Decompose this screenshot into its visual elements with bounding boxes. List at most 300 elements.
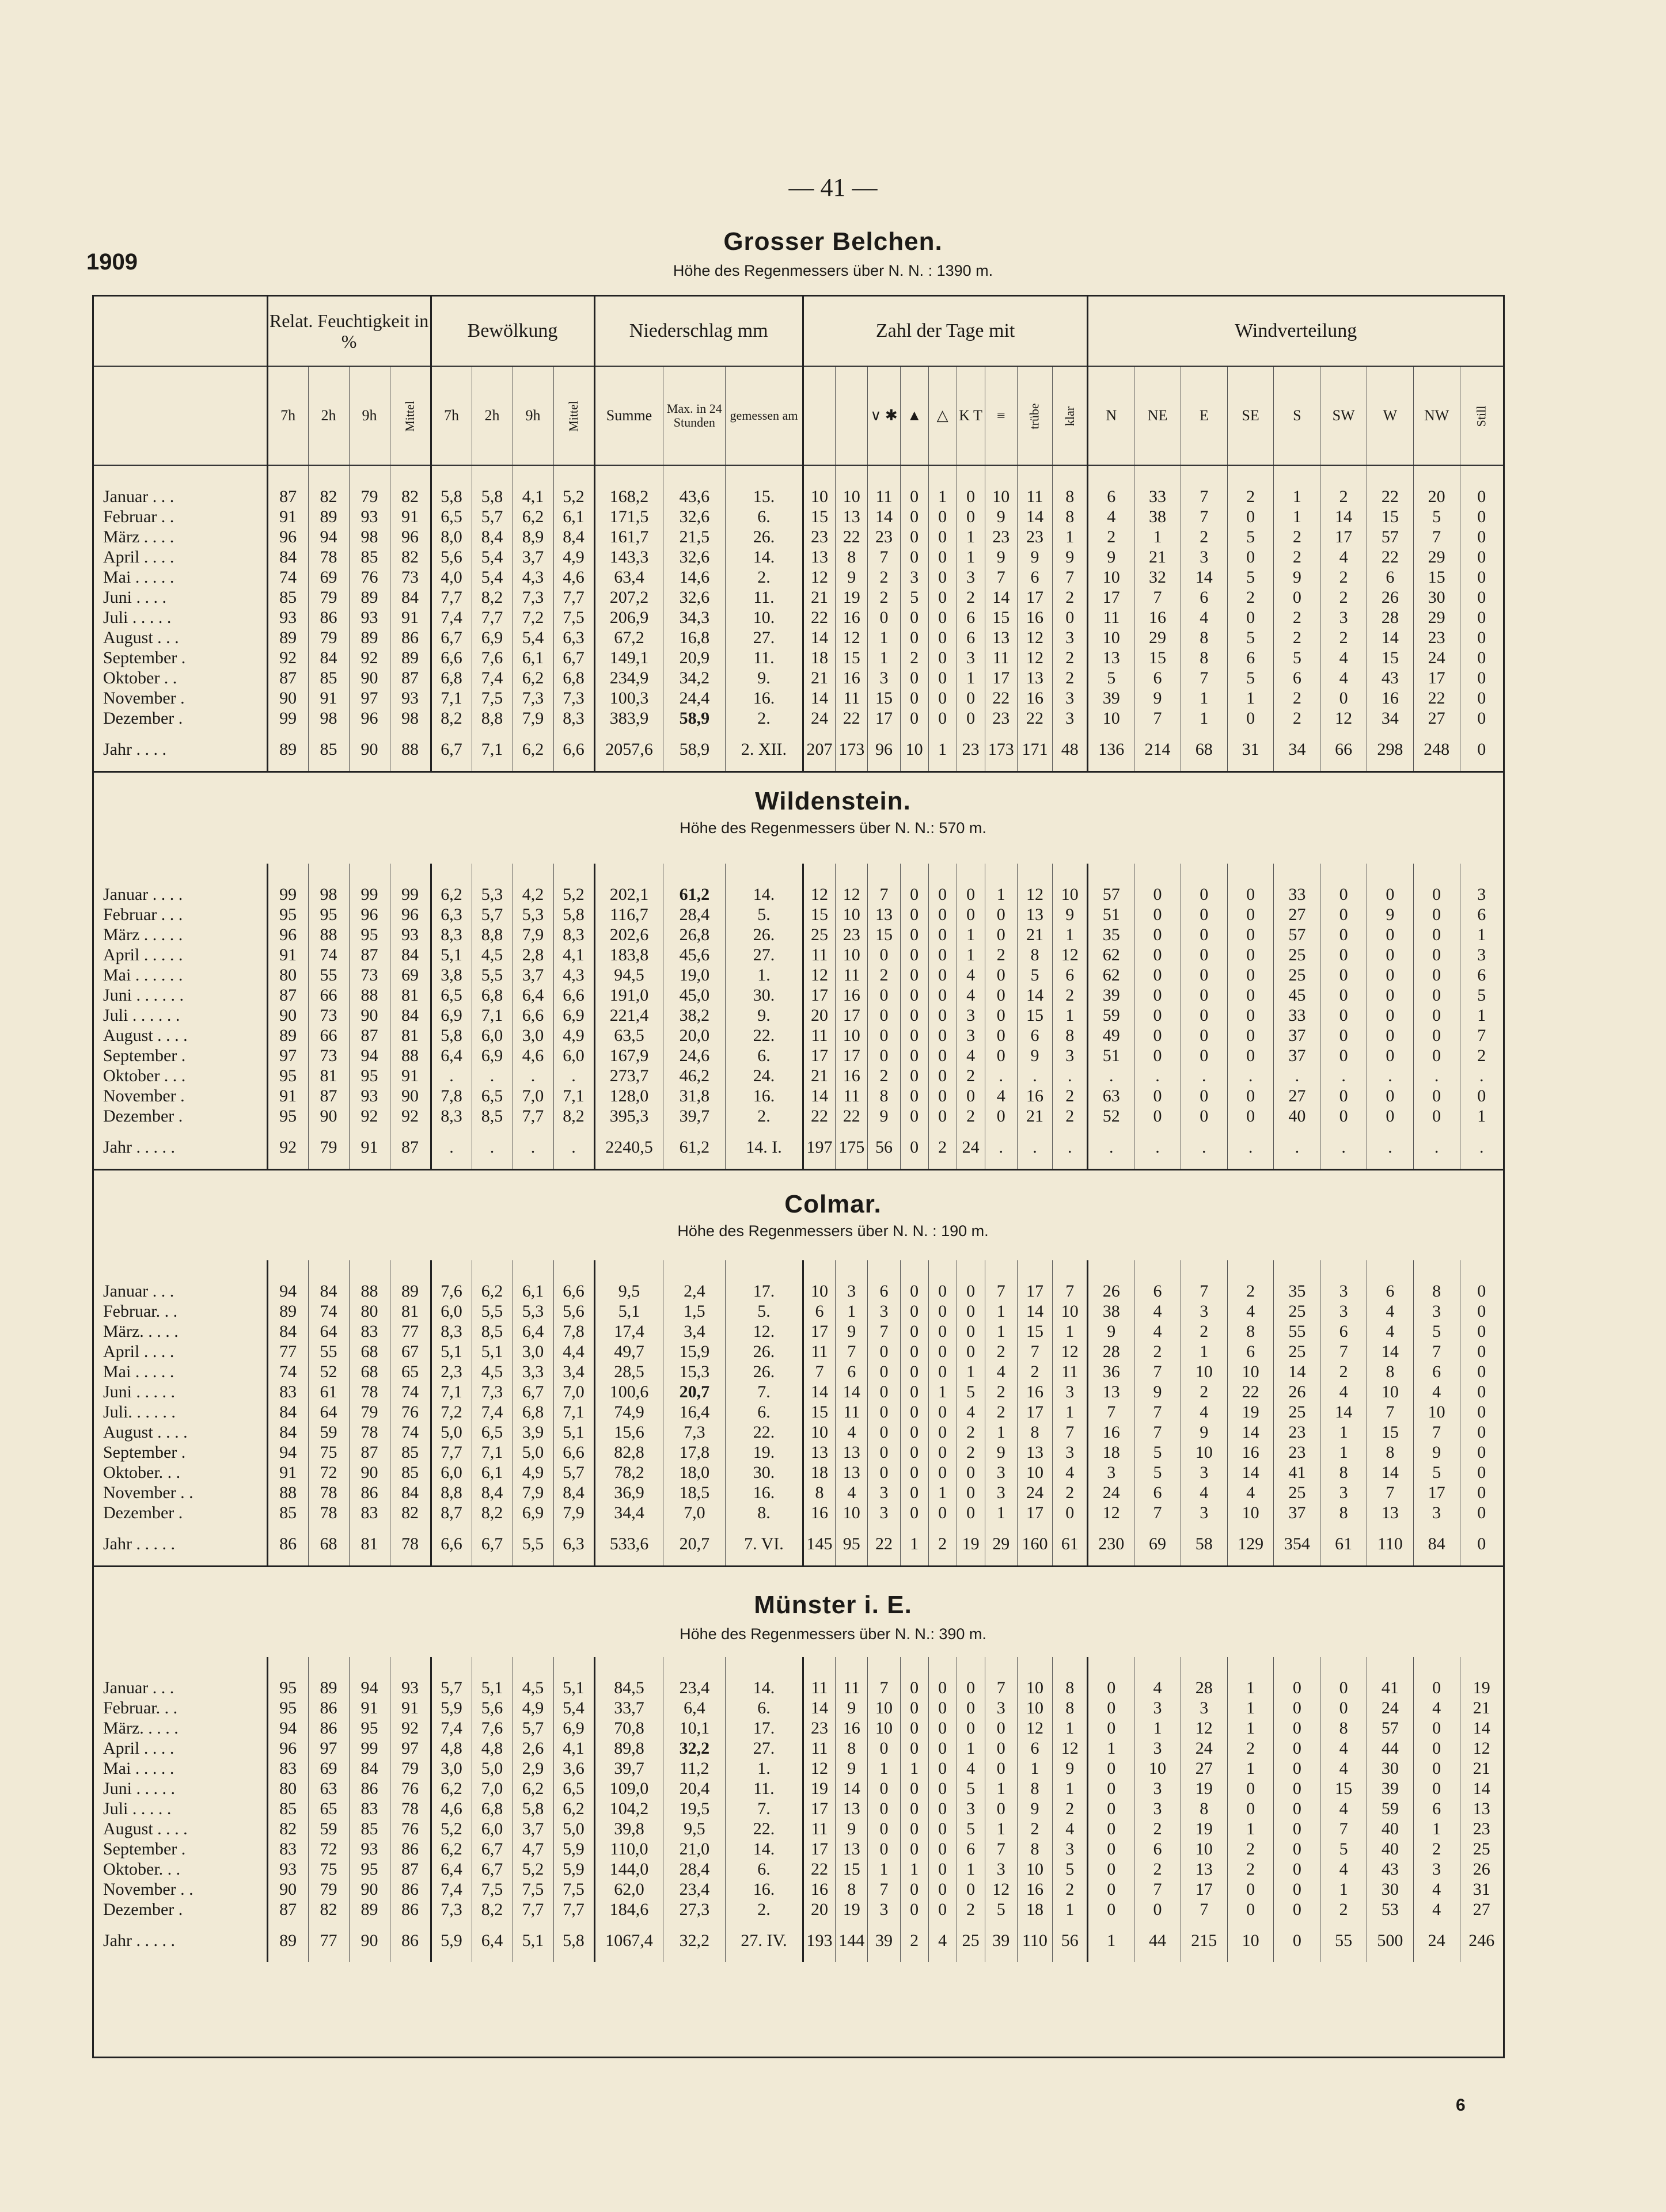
table-cell: 3 <box>1053 708 1088 728</box>
month-label: Juni . . . . . . <box>103 986 184 1005</box>
station-separator <box>94 1170 1503 1261</box>
table-cell <box>553 465 594 487</box>
table-cell: . <box>1181 1126 1227 1170</box>
table-cell: 11 <box>836 1402 868 1422</box>
table-cell: 5. <box>726 904 803 925</box>
table-group-header <box>94 297 1503 366</box>
table-cell: 2 <box>985 1402 1017 1422</box>
table-cell: 7 <box>1460 1025 1503 1046</box>
table-cell: 6 <box>1017 1738 1052 1758</box>
table-cell: 0 <box>1134 1899 1181 1920</box>
table-cell: 28,4 <box>663 904 726 925</box>
table-cell: 95 <box>267 1698 308 1718</box>
table-cell: 66 <box>1320 728 1367 772</box>
month-label: Jahr . . . . <box>103 740 166 759</box>
table-cell: 85 <box>349 547 390 567</box>
table-row <box>94 1025 1503 1046</box>
month-label: Februar. . . <box>103 1698 178 1717</box>
table-cell: 6,2 <box>472 1281 513 1301</box>
table-cell: 82 <box>308 1899 349 1920</box>
table-cell: 89,8 <box>594 1738 663 1758</box>
table-cell: 27,3 <box>663 1899 726 1920</box>
table-cell: 7 <box>1181 668 1227 688</box>
table-cell: 75 <box>308 1859 349 1879</box>
table-cell: 173 <box>985 728 1017 772</box>
table-cell <box>1227 1260 1274 1281</box>
table-cell: . <box>1413 1126 1460 1170</box>
table-cell <box>985 1567 1017 1658</box>
table-cell: 0 <box>868 945 900 965</box>
table-cell: 99 <box>390 884 431 904</box>
table-cell: 17 <box>1017 1402 1052 1422</box>
table-cell: 10 <box>1017 1678 1052 1698</box>
table-cell <box>663 1260 726 1281</box>
month-label <box>94 1567 267 1658</box>
table-cell <box>1181 864 1227 884</box>
table-cell: 23 <box>985 708 1017 728</box>
table-cell: 5 <box>1017 965 1052 985</box>
table-cell: 83 <box>349 1321 390 1341</box>
table-cell <box>513 864 553 884</box>
table-cell: 5 <box>1460 985 1503 1005</box>
table-row <box>94 607 1503 628</box>
table-cell: 0 <box>1088 1718 1134 1738</box>
month-label: Jahr . . . . . <box>103 1931 175 1950</box>
table-cell: 21 <box>803 587 835 607</box>
table-cell <box>803 1657 835 1678</box>
table-cell: 19. <box>726 1442 803 1462</box>
table-cell: 0 <box>1460 1281 1503 1301</box>
table-cell: 0 <box>1320 904 1367 925</box>
table-cell: 0 <box>1088 1799 1134 1819</box>
table-cell: 4 <box>957 1046 985 1066</box>
spacer-row <box>94 465 1503 487</box>
table-cell: 33 <box>1134 487 1181 507</box>
table-cell: 0 <box>1320 1698 1367 1718</box>
table-cell: 30. <box>726 1462 803 1483</box>
table-cell: 3,7 <box>513 1819 553 1839</box>
table-cell: 0 <box>928 945 957 965</box>
table-cell: 88 <box>308 925 349 945</box>
table-cell: 23 <box>803 1718 835 1738</box>
table-cell: 0 <box>1088 1859 1134 1879</box>
table-cell: 83 <box>349 1799 390 1819</box>
table-cell: 11 <box>803 1678 835 1698</box>
table-cell: 5 <box>1227 567 1274 587</box>
table-cell: 86 <box>390 1899 431 1920</box>
table-cell: 25 <box>1274 965 1320 985</box>
table-cell: 17 <box>803 1321 835 1341</box>
table-cell: 129 <box>1227 1523 1274 1567</box>
table-row <box>94 527 1503 547</box>
table-cell: 27 <box>1274 1086 1320 1106</box>
table-cell: 62,0 <box>594 1879 663 1899</box>
table-cell: 0 <box>900 945 928 965</box>
table-cell: 2 <box>1274 708 1320 728</box>
table-cell: 0 <box>928 1899 957 1920</box>
table-cell: 55 <box>1274 1321 1320 1341</box>
table-cell: 96 <box>267 527 308 547</box>
table-cell: 1 <box>957 925 985 945</box>
table-cell: 7 <box>1367 1483 1413 1503</box>
table-cell <box>349 1567 390 1658</box>
table-cell: 6,8 <box>513 1402 553 1422</box>
header-days-graupel: △ <box>928 366 957 465</box>
table-cell <box>267 1657 308 1678</box>
table-cell: 6,0 <box>472 1025 513 1046</box>
station-subtitle-grosser-belchen: Höhe des Regenmessers über N. N. : 1390 m. <box>673 262 993 279</box>
table-cell: 7,4 <box>472 668 513 688</box>
table-cell: 92 <box>349 1106 390 1126</box>
table-cell <box>472 864 513 884</box>
table-cell: 0 <box>1274 1758 1320 1778</box>
table-cell: 3 <box>985 1859 1017 1879</box>
table-cell: 7,2 <box>513 607 553 628</box>
table-cell: 0 <box>928 587 957 607</box>
table-cell: 221,4 <box>594 1005 663 1025</box>
table-cell: 0 <box>868 1046 900 1066</box>
table-cell: 0 <box>900 1442 928 1462</box>
table-cell: 79 <box>308 587 349 607</box>
table-cell: 26,8 <box>663 925 726 945</box>
table-cell: 86 <box>308 607 349 628</box>
table-cell: 0 <box>1460 648 1503 668</box>
table-cell: 21 <box>1017 925 1052 945</box>
table-cell <box>928 465 957 487</box>
table-cell: 79 <box>308 628 349 648</box>
table-cell: 7 <box>1134 1422 1181 1442</box>
table-cell: 5,3 <box>513 1301 553 1321</box>
table-cell: 3 <box>900 567 928 587</box>
month-label: Januar . . . <box>103 1678 174 1697</box>
table-cell <box>431 1657 472 1678</box>
table-cell: 14,6 <box>663 567 726 587</box>
table-cell: 26. <box>726 925 803 945</box>
table-cell: 0 <box>1088 1879 1134 1899</box>
table-cell: 173 <box>836 728 868 772</box>
table-cell: 4 <box>1053 1819 1088 1839</box>
table-cell: 6,2 <box>431 1778 472 1799</box>
table-cell: 62 <box>1088 945 1134 965</box>
table-cell: 23 <box>1017 527 1052 547</box>
table-cell: 79 <box>390 1758 431 1778</box>
table-cell: 7 <box>985 1281 1017 1301</box>
table-cell: 7,1 <box>472 1005 513 1025</box>
table-cell: 0 <box>1134 1106 1181 1126</box>
table-cell: 100,6 <box>594 1382 663 1402</box>
table-cell: 5,1 <box>594 1301 663 1321</box>
spacer-row <box>94 1657 1503 1678</box>
table-cell <box>1367 465 1413 487</box>
table-cell: 0 <box>1460 487 1503 507</box>
table-cell: 10 <box>1017 1698 1052 1718</box>
table-cell: 3 <box>957 567 985 587</box>
table-cell: 8 <box>1367 1442 1413 1462</box>
table-cell: 4 <box>957 985 985 1005</box>
table-cell: 88 <box>390 1046 431 1066</box>
table-cell <box>1413 772 1460 864</box>
table-cell: 15 <box>1367 507 1413 527</box>
table-cell: 0 <box>928 1758 957 1778</box>
table-cell <box>349 864 390 884</box>
table-cell: 94 <box>267 1281 308 1301</box>
table-cell: 15 <box>803 904 835 925</box>
table-cell <box>1320 1260 1367 1281</box>
station-title-muenster: Münster i. E. <box>754 1591 912 1619</box>
table-cell: 73 <box>349 965 390 985</box>
table-cell: 0 <box>900 1281 928 1301</box>
table-cell: 78,2 <box>594 1462 663 1483</box>
table-cell: 3 <box>1181 1503 1227 1523</box>
table-cell: 0 <box>928 547 957 567</box>
table-cell: 6 <box>1413 1362 1460 1382</box>
table-cell: 84 <box>267 1402 308 1422</box>
table-cell: 110 <box>1367 1523 1413 1567</box>
table-cell: 0 <box>868 1799 900 1819</box>
table-cell: 6 <box>1181 587 1227 607</box>
table-cell: 0 <box>900 1402 928 1422</box>
table-cell: 5 <box>1274 648 1320 668</box>
month-label: April . . . . <box>103 1739 174 1758</box>
table-cell: 5,1 <box>472 1678 513 1698</box>
table-cell: 0 <box>957 1718 985 1738</box>
table-cell: 12 <box>1017 628 1052 648</box>
table-cell: . <box>1181 1066 1227 1086</box>
table-cell: 0 <box>1181 945 1227 965</box>
table-cell: 6 <box>1088 487 1134 507</box>
table-cell: 6,2 <box>431 1839 472 1859</box>
month-label <box>94 772 267 864</box>
table-cell: 5,5 <box>472 965 513 985</box>
table-cell: 8,8 <box>472 925 513 945</box>
table-cell <box>1413 1657 1460 1678</box>
table-cell: 12 <box>1017 884 1052 904</box>
table-cell <box>1320 772 1367 864</box>
table-cell: 6 <box>1227 648 1274 668</box>
table-cell: 84 <box>390 587 431 607</box>
table-cell: 7 <box>1413 1422 1460 1442</box>
table-cell: 5,4 <box>513 628 553 648</box>
table-cell: 8 <box>1017 945 1052 965</box>
table-cell: 13 <box>1017 1442 1052 1462</box>
table-cell: 248 <box>1413 728 1460 772</box>
table-cell: 85 <box>308 728 349 772</box>
table-cell: 91 <box>308 688 349 708</box>
table-cell: 7,3 <box>553 688 594 708</box>
table-cell: 0 <box>900 1025 928 1046</box>
table-cell <box>553 1657 594 1678</box>
month-label: Januar . . . . <box>103 885 183 904</box>
table-cell: 92 <box>390 1106 431 1126</box>
table-cell <box>308 864 349 884</box>
table-cell: 43 <box>1367 1859 1413 1879</box>
month-label <box>94 1170 267 1261</box>
table-cell <box>472 1567 513 1658</box>
table-cell <box>900 1657 928 1678</box>
table-cell: 8,9 <box>513 527 553 547</box>
table-cell: 16 <box>803 1503 835 1523</box>
table-cell: 0 <box>1413 1025 1460 1046</box>
table-cell: 191,0 <box>594 985 663 1005</box>
table-cell: 0 <box>900 1106 928 1126</box>
table-cell: 25 <box>1274 1301 1320 1321</box>
table-row <box>94 1066 1503 1086</box>
table-cell: 10 <box>1088 567 1134 587</box>
table-cell: 61 <box>1053 1523 1088 1567</box>
header-precip-sum: Summe <box>594 366 663 465</box>
table-cell: 23 <box>985 527 1017 547</box>
table-cell: 17. <box>726 1718 803 1738</box>
table-cell: 17 <box>1413 1483 1460 1503</box>
table-cell: 0 <box>985 1106 1017 1126</box>
table-cell: 6,9 <box>513 1503 553 1523</box>
table-cell: 90 <box>267 1005 308 1025</box>
table-cell: 31,8 <box>663 1086 726 1106</box>
table-cell: 2,6 <box>513 1738 553 1758</box>
table-cell: 3 <box>957 648 985 668</box>
table-cell: 298 <box>1367 728 1413 772</box>
table-cell: 16 <box>1017 1879 1052 1899</box>
table-cell: 6 <box>1134 1281 1181 1301</box>
table-cell: 26. <box>726 1362 803 1382</box>
table-cell <box>267 864 308 884</box>
table-cell: 5,2 <box>553 884 594 904</box>
table-cell: 24,6 <box>663 1046 726 1066</box>
table-cell: 63,4 <box>594 567 663 587</box>
table-row <box>94 1442 1503 1462</box>
table-cell: 5 <box>985 1899 1017 1920</box>
month-label: September . <box>103 1839 186 1858</box>
table-cell: 193 <box>803 1920 835 1962</box>
table-cell: 2 <box>1274 607 1320 628</box>
table-cell: 0 <box>928 1462 957 1483</box>
table-cell: 34,4 <box>594 1503 663 1523</box>
table-cell: 0 <box>928 607 957 628</box>
month-label: Februar . . . <box>103 905 183 924</box>
table-cell <box>1460 772 1503 864</box>
table-cell <box>726 1260 803 1281</box>
table-cell: 22 <box>868 1523 900 1567</box>
table-cell: 0 <box>1413 945 1460 965</box>
table-cell <box>868 1260 900 1281</box>
table-cell: 93 <box>349 1086 390 1106</box>
table-cell: 17 <box>1017 1281 1052 1301</box>
table-cell <box>836 772 868 864</box>
table-cell: 5,7 <box>553 1462 594 1483</box>
table-cell: 78 <box>349 1422 390 1442</box>
table-cell: 0 <box>1413 925 1460 945</box>
table-cell: 86 <box>349 1483 390 1503</box>
table-cell: 15,9 <box>663 1341 726 1362</box>
table-cell: 7 <box>1053 1422 1088 1442</box>
table-cell: 9 <box>1017 1046 1052 1066</box>
table-cell: 0 <box>1227 965 1274 985</box>
table-cell: 8 <box>1053 487 1088 507</box>
table-cell <box>513 465 553 487</box>
table-cell <box>1053 772 1088 864</box>
header-wind-nw: NW <box>1413 366 1460 465</box>
table-cell: 6,1 <box>472 1462 513 1483</box>
table-cell: 11. <box>726 1778 803 1799</box>
table-cell <box>1227 1657 1274 1678</box>
table-cell: 80 <box>267 1778 308 1799</box>
table-cell: 41 <box>1367 1678 1413 1698</box>
table-cell: 6,2 <box>513 507 553 527</box>
table-cell: 11 <box>803 1819 835 1839</box>
table-cell: 2. XII. <box>726 728 803 772</box>
table-cell: 0 <box>900 904 928 925</box>
table-cell <box>1088 772 1134 864</box>
table-cell: 7 <box>1181 1281 1227 1301</box>
table-cell <box>1460 1567 1503 1658</box>
table-cell <box>431 1260 472 1281</box>
table-cell: 0 <box>928 1281 957 1301</box>
table-cell: 17,8 <box>663 1442 726 1462</box>
table-cell <box>1367 1260 1413 1281</box>
table-cell: 91 <box>390 1066 431 1086</box>
table-cell: 8 <box>1320 1503 1367 1523</box>
table-cell: 4 <box>1134 1678 1181 1698</box>
table-cell: 4,6 <box>553 567 594 587</box>
table-cell: 39 <box>1088 688 1134 708</box>
month-label: August . . . . <box>103 1819 188 1838</box>
header-days-precip-01b <box>836 366 868 465</box>
table-cell: 23 <box>1413 628 1460 648</box>
table-cell: 77 <box>308 1920 349 1962</box>
header-precip: Niederschlag mm <box>594 297 803 366</box>
table-cell: 0 <box>1274 1859 1320 1879</box>
page-number: — 41 — <box>788 173 878 202</box>
table-cell: 17 <box>1413 668 1460 688</box>
table-cell: 3 <box>1181 1698 1227 1718</box>
table-cell: 29 <box>1134 628 1181 648</box>
header-cloud-2h: 2h <box>472 366 513 465</box>
table-cell: 4 <box>1320 668 1367 688</box>
table-cell: 85 <box>349 1819 390 1839</box>
table-cell: 7,3 <box>513 587 553 607</box>
table-cell: 0 <box>985 1718 1017 1738</box>
table-cell: 12 <box>1053 1738 1088 1758</box>
table-cell: 0 <box>928 1819 957 1839</box>
table-cell: 0 <box>1460 1442 1503 1462</box>
table-cell: 83 <box>349 1503 390 1523</box>
table-cell: 0 <box>900 628 928 648</box>
table-cell: 20,7 <box>663 1382 726 1402</box>
table-row <box>94 1301 1503 1321</box>
table-cell: 0 <box>1460 1382 1503 1402</box>
table-cell: 51 <box>1088 1046 1134 1066</box>
table-cell: 2 <box>1134 1819 1181 1839</box>
table-cell: 214 <box>1134 728 1181 772</box>
table-cell: 22 <box>803 1106 835 1126</box>
table-cell: 70,8 <box>594 1718 663 1738</box>
table-cell: 1 <box>1181 708 1227 728</box>
table-cell: 0 <box>900 1382 928 1402</box>
table-cell: 7,6 <box>431 1281 472 1301</box>
table-cell: 22 <box>803 607 835 628</box>
table-cell <box>1134 772 1181 864</box>
table-cell: 21 <box>803 1066 835 1086</box>
spacer-row <box>94 864 1503 884</box>
table-cell: 20,0 <box>663 1025 726 1046</box>
table-cell: 9 <box>1274 567 1320 587</box>
table-cell: 4 <box>836 1422 868 1442</box>
table-cell: 17 <box>868 708 900 728</box>
header-precip-max: Max. in 24 Stunden <box>663 366 726 465</box>
table-cell <box>431 772 472 864</box>
table-cell: 98 <box>349 527 390 547</box>
table-cell <box>553 772 594 864</box>
